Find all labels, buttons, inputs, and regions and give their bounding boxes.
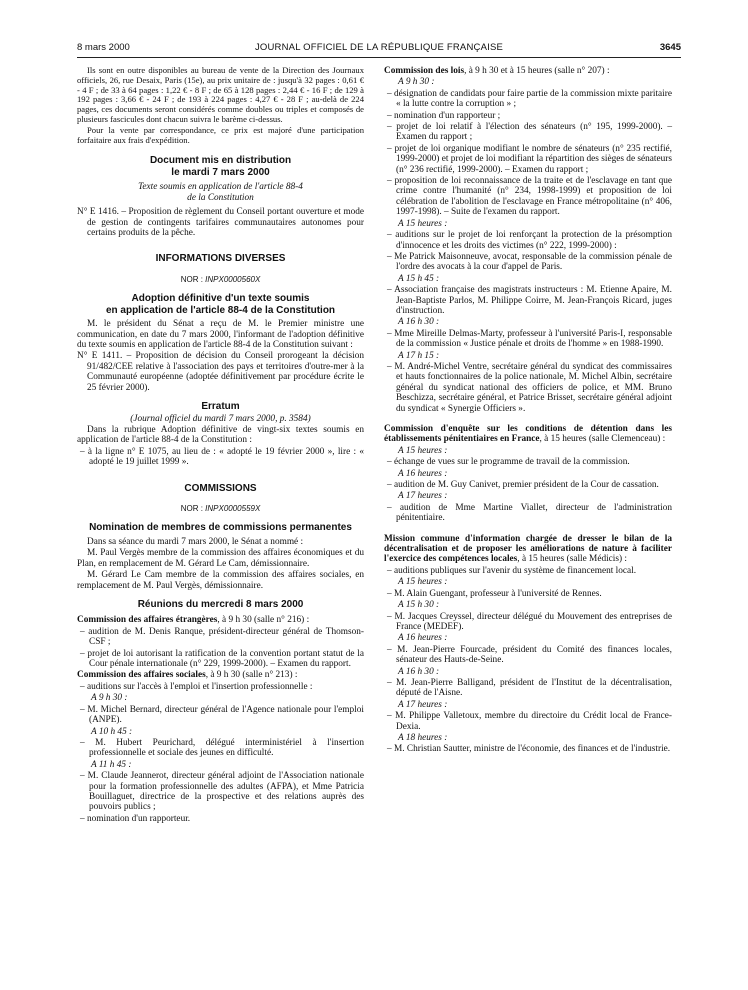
commission-time: , à 15 heures (salle Médicis) : (517, 554, 628, 565)
title-line: le mardi 7 mars 2000 (171, 166, 270, 178)
left-column (77, 66, 364, 825)
commission-heading (384, 534, 672, 565)
right-column (384, 66, 672, 756)
agenda-time: A 16 h 30 : (398, 317, 440, 328)
commission-heading (77, 615, 364, 625)
subtitle-line: Texte soumis en application de l'article 88-4 (138, 182, 303, 193)
nor-code: INPX0000559X (205, 504, 261, 513)
commission-heading (77, 670, 364, 680)
nor-reference (77, 275, 364, 285)
commission-heading (384, 424, 672, 445)
nomination-paragraph: Dans sa séance du mardi 7 mars 2000, le Sénat a nommé : (87, 536, 304, 547)
agenda-item: – M. Jacques Creyssel, directeur délégué du Mouvement des entreprises de France (MEDEF). (387, 611, 672, 632)
agenda-item: – auditions publiques sur l'avenir du système de financement local. (387, 565, 637, 576)
agenda-time: A 15 h 30 : (398, 600, 440, 611)
page-header (77, 42, 681, 56)
agenda-item: – Association française des magistrats instructeurs : M. Etienne Apaire, M. Jean-Baptiste Parlos, M. Philippe Coirre, M. Jean-François Ricard, juges d'instruction. (387, 285, 672, 316)
agenda-time: A 16 heures : (398, 633, 448, 644)
nomination-paragraph: M. Gérard Le Cam membre de la commission des affaires sociales, en remplacement de M. Paul Vergès, démissionnaire. (77, 570, 364, 591)
agenda-time: A 15 heures : (398, 577, 448, 588)
commission-name: Mission commune d'information chargée de dresser le bilan de la décentralisation et de proposer les améliorations de nature à faciliter l'exercice des compétences locales (384, 533, 672, 565)
agenda-item: – nomination d'un rapporteur. (80, 813, 191, 824)
nomination-title: Nomination de membres de commissions permanentes (89, 522, 352, 534)
agenda-time: A 15 heures : (398, 445, 448, 456)
meetings-title: Réunions du mercredi 8 mars 2000 (137, 598, 304, 610)
agenda-time: A 16 heures : (398, 468, 448, 479)
nor-label: NOR : (180, 504, 203, 513)
agenda-item: – Me Patrick Maisonneuve, avocat, responsable de la commission pénale de l'ordre des avocats à la cour d'appel de Paris. (387, 251, 672, 273)
agenda-time: A 16 h 30 : (398, 666, 440, 677)
agenda-time: A 17 h 15 : (398, 350, 440, 361)
title-line: Document mis en distribution (149, 155, 292, 167)
commission-time: , à 15 heures (salle Clemenceau) : (539, 434, 666, 445)
agenda-time: A 9 h 30 : (398, 77, 435, 88)
erratum-title: Erratum (201, 401, 240, 413)
title-line: Adoption définitive d'un texte soumis (131, 293, 310, 305)
agenda-item: – échange de vues sur le programme de travail de la commission. (387, 457, 630, 468)
agenda-item: – M. Philippe Valletoux, membre du directoire du Crédit local de France-Dexia. (387, 711, 672, 732)
agenda-item: – M. Jean-Pierre Balligand, président de l'Institut de la décentralisation, député de l'Aisne. (387, 677, 672, 699)
adoption-paragraph: M. le président du Sénat a reçu de M. le Premier ministre une communication, en date du 7 mars 2000, l'informant de l'adoption définitive du texte soumis en application de l'article 88-4 de la Constitution suivant : (77, 319, 364, 351)
agenda-item: – auditions sur le projet de loi renforçant la protection de la présomption d'innocence et les droits des victimes (n° 222, 1999-2000) : (387, 230, 672, 251)
agenda-time: A 11 h 45 : (91, 759, 132, 770)
agenda-item: – Mme Mireille Delmas-Marty, professeur à l'université Paris-I, responsable de la commission « Justice pénale et droits de l'homme » en 1988-1990. (387, 328, 672, 350)
intro-paragraph-2: Pour la vente par correspondance, ce prix est majoré d'une participation forfaitaire aux frais d'expédition. (77, 124, 364, 145)
commission-name: Commission des lois (384, 66, 465, 76)
erratum-correction: – à la ligne n° E 1075, au lieu de : « adopté le 19 février 2000 », lire : « adopté le 19 juillet 1999 ». (80, 446, 364, 468)
agenda-time: A 15 heures : (398, 218, 448, 229)
erratum-reference: (Journal officiel du mardi 7 mars 2000, p. 3584) (130, 413, 311, 424)
subtitle-line: de la Constitution (187, 192, 254, 203)
agenda-item: – projet de loi organique modifiant le nombre de sénateurs (n° 235 rectifié, 1999-2000) et projet de loi modifiant la répartition des sièges de sénateurs (n° 236 rectifié, 1999-2000). – Examen du rapport ; (387, 143, 672, 175)
nomination-paragraph: M. Paul Vergès membre de la commission des affaires économiques et du Plan, en remplacement de M. Gérard Le Cam, démissionnaire. (77, 548, 364, 569)
intro-paragraph: Ils sont en outre disponibles au bureau de vente de la Direction des Journaux officiels, 26, rue Desaix, Paris (15e), au prix unitaire de : jusqu'à 32 pages : 0,61 € - 4 F ; de 33 à 64 pages : 1,22 € - 8 F ; de 65 à 128 pages : 2,44 € - 16 F ; de 129 à 192 pages : 3,66 € - 24 F ; de 193 à 224 pages : 4,27 € - 28 F ; au-delà de 224 pages, ces documents seront considérés comme doubles ou triples et composés de plusieurs fascicules dont chacun suivra le barème ci-dessus. (77, 65, 364, 124)
commission-time: , à 9 h 30 (salle n° 213) : (205, 670, 298, 681)
agenda-item: – M. Jean-Pierre Fourcade, président du Comité des finances locales, sénateur des Hauts-de-Seine. (387, 644, 672, 666)
agenda-item: – nomination d'un rapporteur ; (387, 110, 501, 121)
erratum-paragraph: Dans la rubrique Adoption définitive de vingt-six textes soumis en application de l'article 88-4 de la Constitution : (77, 424, 364, 446)
agenda-item: – M. Alain Guengant, professeur à l'université de Rennes. (387, 588, 602, 599)
agenda-time: A 9 h 30 : (91, 693, 128, 704)
adoption-title (77, 293, 364, 316)
commission-time: , à 9 h 30 (salle n° 216) : (217, 615, 310, 626)
agenda-item: – M. Hubert Peurichard, délégué interministériel à l'insertion professionnelle et sociale des jeunes en difficulté. (80, 737, 364, 759)
section-commissions: COMMISSIONS (184, 482, 257, 494)
header-date: 8 mars 2000 (77, 42, 130, 53)
agenda-item: – audition de Mme Martine Viallet, directeur de l'administration pénitentiaire. (387, 502, 672, 524)
agenda-item: – audition de M. Denis Ranque, président-directeur général de Thomson-CSF ; (80, 626, 364, 648)
header-page-number: 3645 (659, 42, 681, 53)
agenda-item: – M. Michel Bernard, directeur général de l'Agence nationale pour l'emploi (ANPE). (80, 704, 364, 726)
commission-name: Commission d'enquête sur les conditions de détention dans les établissements pénitentiaires en France (384, 424, 672, 445)
nor-label: NOR : (180, 274, 203, 284)
agenda-item: – audition de M. Guy Canivet, premier président de la Cour de cassation. (387, 480, 659, 491)
commission-heading (384, 66, 672, 76)
agenda-time: A 15 h 45 : (398, 273, 440, 284)
agenda-item: – désignation de candidats pour faire partie de la commission mixte paritaire « la lutte contre la corruption » ; (387, 88, 672, 110)
header-journal-title: JOURNAL OFFICIEL DE LA RÉPUBLIQUE FRANÇAISE (254, 42, 504, 53)
agenda-item: – proposition de loi reconnaissance de la traite et de l'esclavage en tant que crime contre l'humanité (n° 234, 1998-1999) et proposition de loi célébration de l'abolition de l'esclavage en France métropolitaine (n° 406, 1997-1998). – Suite de l'examen du rapport. (387, 176, 672, 218)
commission-name: Commission des affaires sociales (77, 670, 206, 681)
agenda-time: A 17 heures : (398, 491, 448, 502)
agenda-item: – M. André-Michel Ventre, secrétaire général du syndicat des commissaires et hauts fonctionnaires de la police nationale, M. Michel Albin, secrétaire général du syndicat national des officiers de police, et MM. Bruno Beschizza, secrétaire général, et Patrice Brisset, secrétaire général adjoint du syndicat « Synergie Officiers ». (387, 361, 672, 414)
agenda-time: A 17 heures : (398, 699, 448, 710)
section-informations-diverses: INFORMATIONS DIVERSES (155, 253, 286, 265)
nor-code: INPX0000560X (205, 274, 261, 284)
document-entry: N° E 1416. – Proposition de règlement du Conseil portant ouverture et mode de gestion de contingents tarifaires communautaires autonomes pour certains produits de la pêche. (77, 207, 364, 238)
title-line: en application de l'article 88-4 de la Constitution (105, 304, 336, 316)
adoption-entry: N° E 1411. – Proposition de décision du Conseil prorogeant la décision 91/482/CEE relative à l'association des pays et territoires d'outre-mer à la Communauté européenne (adoptée définitivement par procédure écrite le 25 février 2000). (77, 351, 364, 393)
agenda-item: – M. Claude Jeannerot, directeur général adjoint de l'Association nationale pour la formation professionnelle des adultes (AFPA), et Mme Patricia Bouillaguet, directrice de la prospective et des relations auprès des pouvoirs publics ; (80, 771, 364, 813)
document-subtitle (77, 182, 364, 203)
commission-name: Commission des affaires étrangères (77, 615, 218, 626)
agenda-time: A 18 heures : (398, 732, 448, 743)
commission-time: , à 9 h 30 et à 15 heures (salle n° 207) : (464, 66, 610, 76)
agenda-item: – projet de loi relatif à l'élection des sénateurs (n° 195, 1999-2000). – Examen du rapport ; (387, 122, 672, 143)
nor-reference (77, 504, 364, 514)
agenda-item: – auditions sur l'accès à l'emploi et l'insertion professionnelle : (80, 681, 313, 692)
agenda-item: – projet de loi autorisant la ratification de la convention portant statut de la Cour pénale internationale (n° 229, 1999-2000). – Examen du rapport. (80, 648, 364, 670)
document-distribution-title (77, 155, 364, 178)
header-rule (77, 57, 681, 58)
agenda-time: A 10 h 45 : (91, 726, 133, 737)
agenda-item: – M. Christian Sautter, ministre de l'économie, des finances et de l'industrie. (387, 744, 671, 755)
